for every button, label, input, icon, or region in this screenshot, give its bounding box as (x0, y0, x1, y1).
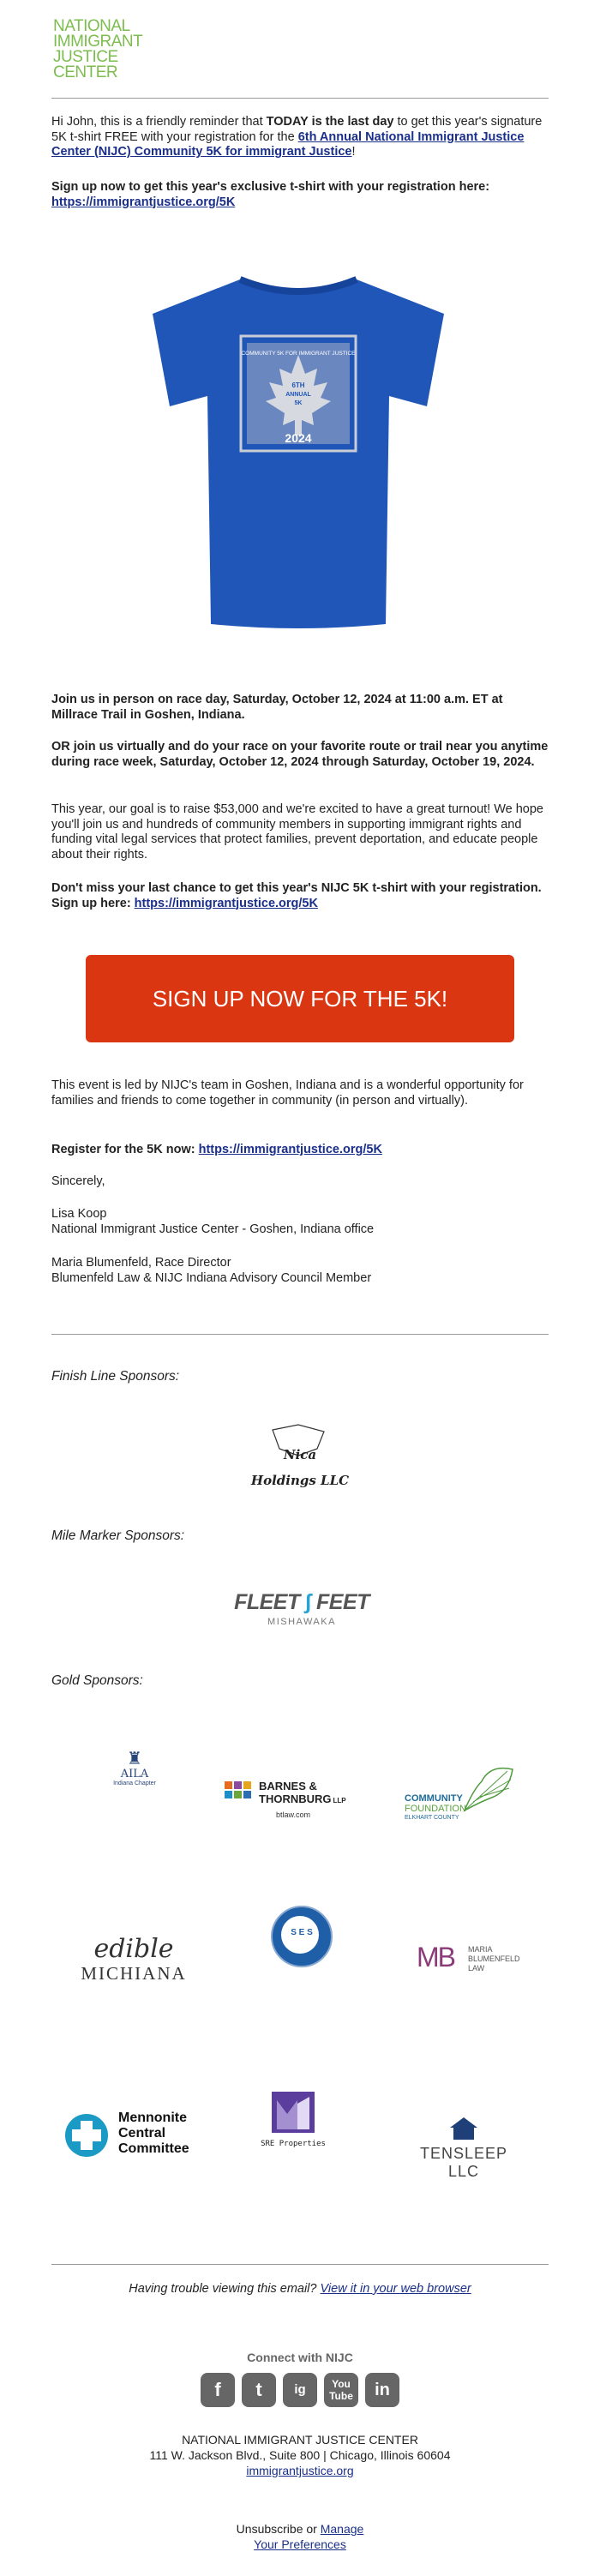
goal-paragraph: This year, our goal is to raise $53,000 and we're excited to have a great turnout! We hope you'll join us and hundreds of community members in supporting immigrant rights and funding vital legal services that protect families, prevent deportation, and educate people about their rights. (51, 802, 543, 862)
mcc-text-3: Committee (118, 2141, 189, 2156)
flame-icon: ∫ (299, 1590, 316, 1614)
unsubscribe-line: Unsubscribe or Manage (236, 2522, 364, 2536)
logo-line-2: IMMIGRANT (53, 33, 143, 51)
cf-text-2: FOUNDATION (405, 1804, 466, 1814)
tshirt-image (144, 273, 453, 631)
event-paragraph: This event is led by NIJC's team in Goshen, Indiana and is a wonderful opportunity for families and friends to come together in community (in person and virtually). (51, 1078, 524, 1108)
web-browser-link[interactable]: View it in your web browser (320, 2282, 471, 2296)
mishawaka-text: MISHAWAKA (267, 1617, 336, 1627)
inperson-paragraph: Join us in person on race day, Saturday, October 12, 2024 at 11:00 a.m. ET at Millrace Trail in Goshen, Indiana. (51, 693, 503, 722)
signature-1 (51, 1207, 549, 1237)
mb-text-1: MARIA (468, 1945, 493, 1954)
holdings-text: Holdings LLC (250, 1473, 350, 1488)
cf-text-1: COMMUNITY (405, 1793, 463, 1804)
manage-link[interactable]: Manage (320, 2522, 364, 2536)
barnes-thornburg-logo[interactable] (225, 1781, 383, 1822)
footer-divider (51, 2264, 549, 2265)
tensleep-text: TENSLEEP LLC (419, 2145, 508, 2180)
lastchance-paragraph: Don't miss your last chance to get this year's NIJC 5K t-shirt with your registration. Sign up here: https://immigrantjustice.org/5K (51, 881, 542, 910)
aila-sub: Indiana Chapter (113, 1780, 156, 1786)
fleet-text: FLEET (234, 1590, 300, 1614)
signer-1-title: National Immigrant Justice Center - Goshen, Indiana office (51, 1222, 375, 1236)
mcc-cross-icon (65, 2114, 108, 2157)
org-address: 111 W. Jackson Blvd., Suite 800 | Chicago, Illinois 60604 (149, 2448, 451, 2462)
signup-paragraph: Sign up now to get this year's exclusive t-shirt with your registration here: https://immigrantjustice.org/5K (51, 180, 490, 209)
shirt-text-annual: ANNUAL (285, 392, 311, 398)
linkedin-icon[interactable]: in (365, 2373, 399, 2407)
shirt-text-top: COMMUNITY 5K FOR IMMIGRANT JUSTICE (241, 351, 356, 357)
shirt-year: 2024 (285, 431, 312, 445)
signup-cta-button[interactable] (86, 955, 514, 1042)
intro-paragraph: Hi John, this is a friendly reminder that TODAY is the last day to get this year's signature 5K t-shirt FREE with your registration for the 6th Annual National Immigrant Justice Center (NIJC) Community 5K for immigrant Justice! (51, 115, 543, 159)
org-name: NATIONAL IMMIGRANT JUSTICE CENTER (182, 2433, 418, 2447)
community-foundation-logo[interactable] (405, 1764, 525, 1822)
aila-text: AILA (120, 1768, 149, 1780)
sre-text: SRE Properties (261, 2140, 326, 2148)
btlaw-text: btlaw.com (276, 1810, 311, 1819)
signer-2-title: Blumenfeld Law & NIJC Indiana Advisory Council Member (51, 1270, 372, 1285)
barnes-text: BARNES & (259, 1780, 317, 1792)
edible-text: edible (93, 1934, 174, 1964)
mcc-text-2: Central (118, 2126, 166, 2141)
gold-heading: Gold Sponsors: (51, 1673, 143, 1688)
cf-text-3: ELKHART COUNTY (405, 1815, 459, 1821)
shirt-text-5k: 5K (294, 400, 303, 406)
michiana-text: MICHIANA (81, 1963, 187, 1984)
connect-heading: Connect with NIJC (247, 2351, 353, 2364)
trouble-viewing: Having trouble viewing this email? View it in your web browser (129, 2282, 471, 2296)
mb-monogram: MB (417, 1942, 454, 1973)
preferences-line (0, 2537, 600, 2552)
tshirt-body (153, 279, 444, 628)
signature-2 (51, 1256, 549, 1286)
5k-event-link[interactable]: 6th Annual National Immigrant Justice Center (NIJC) Community 5K for immigrant Justice (51, 129, 525, 159)
logo-line-1: NATIONAL (53, 17, 130, 35)
org-site-link[interactable]: immigrantjustice.org (246, 2464, 354, 2477)
instagram-icon[interactable]: ig (283, 2373, 317, 2407)
mile-marker-heading: Mile Marker Sponsors: (51, 1528, 185, 1543)
finish-line-heading: Finish Line Sponsors: (51, 1369, 180, 1384)
thornburg-text: THORNBURG LLP (259, 1792, 346, 1805)
liberty-icon: ♜ (127, 1750, 142, 1768)
sre-building-icon (272, 2092, 315, 2133)
register-link[interactable]: https://immigrantjustice.org/5K (198, 1143, 382, 1156)
edible-michiana-logo[interactable] (74, 1936, 194, 1989)
ses-seal-logo[interactable] (271, 1906, 333, 1967)
seal-text: S E S (291, 1928, 313, 1937)
mb-text-3: LAW (468, 1964, 485, 1973)
sponsors-divider (51, 1334, 549, 1335)
house-icon (448, 2116, 479, 2141)
org-site (0, 2464, 600, 2478)
shirt-text-6th: 6TH (291, 381, 305, 389)
header-divider (51, 98, 549, 99)
cta-label: SIGN UP NOW FOR THE 5K! (152, 986, 448, 1012)
fleet-feet-logo[interactable] (225, 1590, 379, 1642)
nica-text: Nica (283, 1447, 317, 1462)
mcc-text-1: Mennonite (118, 2111, 187, 2125)
social-icons (194, 2373, 406, 2407)
sre-properties-logo[interactable] (250, 2092, 336, 2153)
mcc-logo[interactable] (65, 2111, 211, 2159)
preferences-link[interactable]: Your Preferences (254, 2537, 346, 2551)
tensleep-logo[interactable] (408, 2116, 519, 2180)
facebook-icon[interactable]: f (201, 2373, 235, 2407)
twitter-icon[interactable]: t (242, 2373, 276, 2407)
lastchance-link[interactable]: https://immigrantjustice.org/5K (134, 896, 318, 910)
maria-blumenfeld-law-logo[interactable] (417, 1942, 537, 1976)
bt-squares-icon (225, 1781, 254, 1807)
nica-holdings-logo[interactable] (249, 1423, 351, 1505)
sincerely: Sincerely, (51, 1174, 105, 1188)
virtual-paragraph: OR join us virtually and do your race on your favorite route or trail near you anytime during race week, Saturday, October 12, 2024 through Saturday, October 19, 2024. (51, 740, 549, 769)
aila-logo[interactable] (105, 1750, 165, 1802)
logo-line-3: JUSTICE CENTER (53, 48, 118, 81)
signer-1-name: Lisa Koop (51, 1207, 107, 1221)
nijc-logo[interactable] (53, 19, 182, 81)
mb-text-2: BLUMENFELD (468, 1955, 520, 1963)
signup-link[interactable]: https://immigrantjustice.org/5K (51, 195, 236, 209)
register-paragraph: Register for the 5K now: https://immigrantjustice.org/5K (51, 1143, 382, 1156)
feet-text: FEET (316, 1590, 369, 1614)
youtube-icon[interactable]: You Tube (324, 2373, 358, 2407)
signer-2-name: Maria Blumenfeld, Race Director (51, 1256, 231, 1270)
